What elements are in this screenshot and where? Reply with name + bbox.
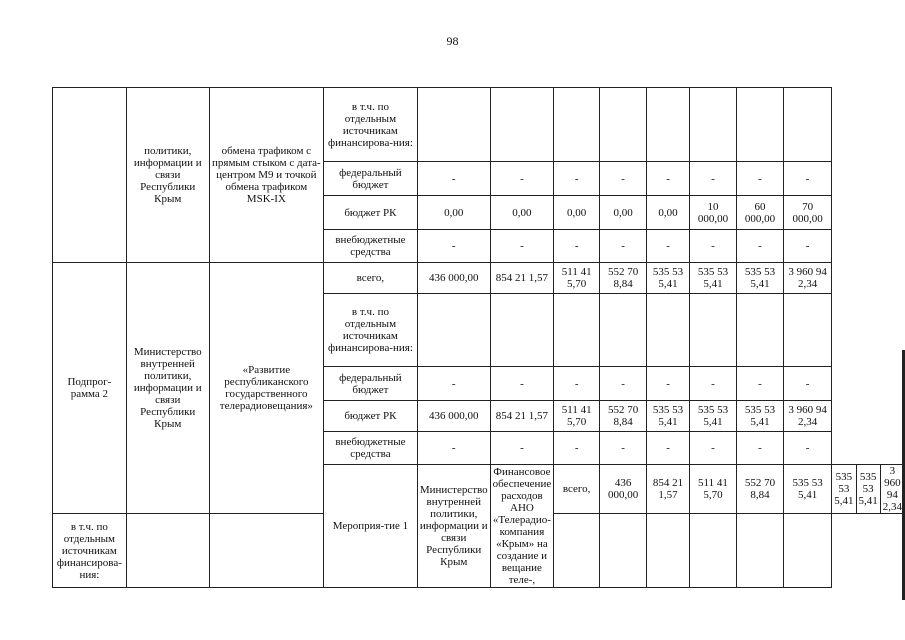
- block3-total-label: всего,: [554, 465, 600, 514]
- block1-federal-value-7: -: [736, 162, 783, 196]
- block3-incl-empty-5: [647, 514, 690, 588]
- block3-total-value-8: 3 960 94 2,34: [880, 465, 904, 514]
- block2-federal-value-1: -: [417, 367, 490, 401]
- block3-incl-empty-4: [600, 514, 647, 588]
- block2-program-cell: Подпрог-рамма 2: [53, 263, 127, 514]
- block1-incl-empty-6: [689, 88, 736, 162]
- block1-incl-empty-5: [647, 88, 690, 162]
- block2-extra-value-2: -: [490, 432, 554, 465]
- block2-extra-value-6: -: [689, 432, 736, 465]
- block1-incl-empty-2: [490, 88, 554, 162]
- block2-extra-value-1: -: [417, 432, 490, 465]
- block3-incl-empty-2: [209, 514, 323, 588]
- block1-extra-label: внебюджетные средства: [324, 230, 418, 263]
- block1-incl-empty-8: [783, 88, 831, 162]
- block1-extra-value-8: -: [783, 230, 831, 263]
- block3-total-value-4: 552 70 8,84: [736, 465, 783, 514]
- block2-federal-label: федеральный бюджет: [324, 367, 418, 401]
- block1-federal-value-3: -: [554, 162, 600, 196]
- block1-rk-value-8: 70 000,00: [783, 196, 831, 230]
- block2-federal-value-5: -: [647, 367, 690, 401]
- block1-federal-value-5: -: [647, 162, 690, 196]
- block1-incl-empty-7: [736, 88, 783, 162]
- block3-total-value-7: 535 53 5,41: [856, 465, 880, 514]
- block2-extra-value-5: -: [647, 432, 690, 465]
- block3-total-value-2: 854 21 1,57: [647, 465, 690, 514]
- block1-rk-value-7: 60 000,00: [736, 196, 783, 230]
- block1-federal-value-2: -: [490, 162, 554, 196]
- block2-total-value-8: 3 960 94 2,34: [783, 263, 831, 294]
- block2-total-value-1: 436 000,00: [417, 263, 490, 294]
- block2-rk-value-4: 552 70 8,84: [600, 401, 647, 432]
- block2-federal-value-2: -: [490, 367, 554, 401]
- block1-federal-value-1: -: [417, 162, 490, 196]
- block2-incl-empty-3: [554, 294, 600, 367]
- block2-rk-value-3: 511 41 5,70: [554, 401, 600, 432]
- block3-incl-empty-1: [126, 514, 209, 588]
- budget-table: [52, 87, 905, 588]
- block2-incl-empty-2: [490, 294, 554, 367]
- block1-rk-value-6: 10 000,00: [689, 196, 736, 230]
- block1-extra-value-4: -: [600, 230, 647, 263]
- block2-ministry-cell: Министерство внутренней политики, информации и связи Республики Крым: [126, 263, 209, 514]
- block2-total-label: всего,: [324, 263, 418, 294]
- block2-rk-value-8: 3 960 94 2,34: [783, 401, 831, 432]
- block2-federal-value-3: -: [554, 367, 600, 401]
- block2-total-value-4: 552 70 8,84: [600, 263, 647, 294]
- block3-ministry-cell: Министерство внутренней политики, информации и связи Республики Крым: [417, 465, 490, 588]
- block2-rk-value-6: 535 53 5,41: [689, 401, 736, 432]
- block3-total-value-6: 535 53 5,41: [832, 465, 856, 514]
- block1-extra-value-2: -: [490, 230, 554, 263]
- block1-row-incl: [53, 88, 905, 162]
- block1-program-cell: [53, 88, 127, 263]
- block3-incl-empty-6: [689, 514, 736, 588]
- block1-federal-label: федеральный бюджет: [324, 162, 418, 196]
- block2-incl-empty-1: [417, 294, 490, 367]
- block2-federal-value-7: -: [736, 367, 783, 401]
- block3-incl-label: в т.ч. по отдельным источникам финансирова-ния:: [53, 514, 127, 588]
- block1-description-cell: обмена трафиком с прямым стыком с дата-центром М9 и точкой обмена трафиком MSK-IX: [209, 88, 323, 263]
- block2-incl-empty-7: [736, 294, 783, 367]
- block2-total-value-5: 535 53 5,41: [647, 263, 690, 294]
- block1-rk-value-4: 0,00: [600, 196, 647, 230]
- block2-incl-empty-4: [600, 294, 647, 367]
- block1-rk-value-1: 0,00: [417, 196, 490, 230]
- block2-incl-label: в т.ч. по отдельным источникам финансирова-ния:: [324, 294, 418, 367]
- block2-extra-value-3: -: [554, 432, 600, 465]
- block2-incl-empty-5: [647, 294, 690, 367]
- block2-incl-empty-6: [689, 294, 736, 367]
- block1-rk-value-5: 0,00: [647, 196, 690, 230]
- block2-federal-value-4: -: [600, 367, 647, 401]
- block3-incl-empty-8: [783, 514, 831, 588]
- block1-rk-label: бюджет РК: [324, 196, 418, 230]
- page-number: 98: [446, 34, 459, 48]
- block3-incl-empty-3: [554, 514, 600, 588]
- block2-total-value-7: 535 53 5,41: [736, 263, 783, 294]
- block2-rk-value-1: 436 000,00: [417, 401, 490, 432]
- block3-total-value-5: 535 53 5,41: [783, 465, 831, 514]
- block3-incl-empty-7: [736, 514, 783, 588]
- block2-rk-value-2: 854 21 1,57: [490, 401, 554, 432]
- block1-federal-value-8: -: [783, 162, 831, 196]
- block1-incl-label: в т.ч. по отдельным источникам финансирова-ния:: [324, 88, 418, 162]
- block3-total-value-3: 511 41 5,70: [689, 465, 736, 514]
- block1-extra-value-3: -: [554, 230, 600, 263]
- block2-extra-value-4: -: [600, 432, 647, 465]
- block2-incl-empty-8: [783, 294, 831, 367]
- block1-federal-value-6: -: [689, 162, 736, 196]
- block1-rk-value-3: 0,00: [554, 196, 600, 230]
- block2-total-value-3: 511 41 5,70: [554, 263, 600, 294]
- block2-rk-label: бюджет РК: [324, 401, 418, 432]
- block1-incl-empty-1: [417, 88, 490, 162]
- block2-extra-value-7: -: [736, 432, 783, 465]
- block1-extra-value-1: -: [417, 230, 490, 263]
- block1-federal-value-4: -: [600, 162, 647, 196]
- block2-federal-value-6: -: [689, 367, 736, 401]
- block1-extra-value-5: -: [647, 230, 690, 263]
- block3-program-cell: Мероприя-тие 1: [324, 465, 418, 588]
- block1-rk-value-2: 0,00: [490, 196, 554, 230]
- block1-extra-value-7: -: [736, 230, 783, 263]
- block2-description-cell: «Развитие республиканского государственного телерадиовещания»: [209, 263, 323, 514]
- block2-total-value-2: 854 21 1,57: [490, 263, 554, 294]
- block2-extra-label: внебюджетные средства: [324, 432, 418, 465]
- block1-ministry-cell: политики, информации и связи Республики Крым: [126, 88, 209, 263]
- block1-extra-value-6: -: [689, 230, 736, 263]
- block3-description-cell: Финансовое обеспечение расходов АНО «Телерадио-компания «Крым» на создание и вещание теле-,: [490, 465, 554, 588]
- block3-total-value-1: 436 000,00: [600, 465, 647, 514]
- block2-extra-value-8: -: [783, 432, 831, 465]
- block1-incl-empty-3: [554, 88, 600, 162]
- block2-row-total: [53, 263, 905, 294]
- block2-federal-value-8: -: [783, 367, 831, 401]
- block1-incl-empty-4: [600, 88, 647, 162]
- block2-rk-value-7: 535 53 5,41: [736, 401, 783, 432]
- block2-total-value-6: 535 53 5,41: [689, 263, 736, 294]
- block2-rk-value-5: 535 53 5,41: [647, 401, 690, 432]
